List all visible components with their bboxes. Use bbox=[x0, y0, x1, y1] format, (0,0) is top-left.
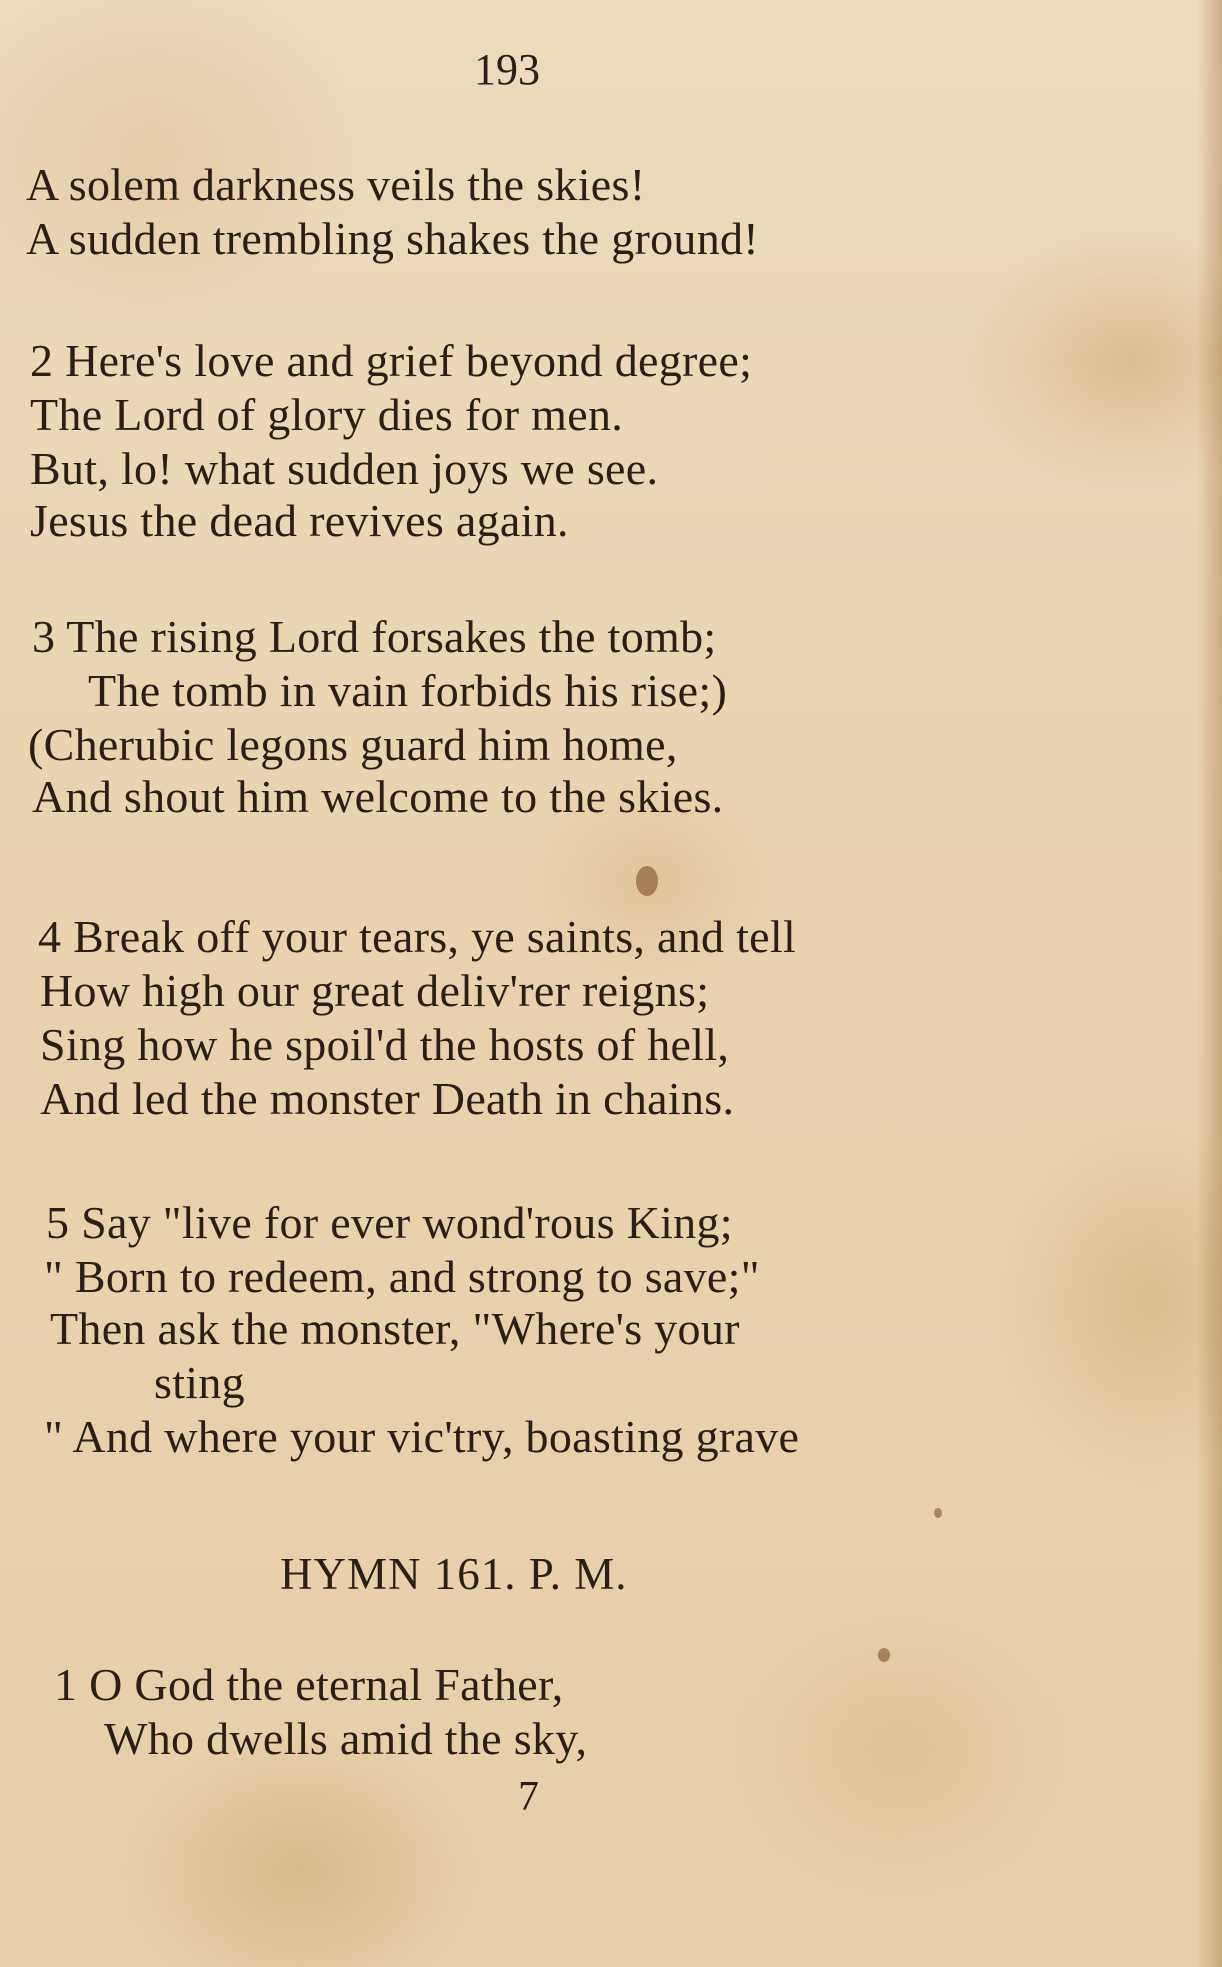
verse-line: sting bbox=[154, 1357, 245, 1408]
page-number: 193 bbox=[474, 45, 540, 94]
verse-line: Jesus the dead revives again. bbox=[30, 495, 569, 546]
verse-line: " And where your vic'try, boasting grave bbox=[44, 1411, 800, 1462]
verse-line: Sing how he spoil'd the hosts of hell, bbox=[40, 1019, 730, 1070]
verse-line: Who dwells amid the sky, bbox=[104, 1713, 588, 1764]
verse-line: (Cherubic legons guard him home, bbox=[28, 719, 678, 770]
verse-line: How high our great deliv'rer reigns; bbox=[40, 965, 710, 1016]
verse-line: 1 O God the eternal Father, bbox=[54, 1659, 564, 1710]
ink-spot bbox=[934, 1508, 942, 1518]
verse-line: The tomb in vain forbids his rise;) bbox=[88, 665, 728, 716]
verse-line: A solem darkness veils the skies! bbox=[26, 159, 646, 210]
verse-line: Then ask the monster, "Where's your bbox=[50, 1303, 740, 1354]
hymn-heading: HYMN 161. P. M. bbox=[280, 1549, 628, 1599]
page-edge-shadow bbox=[1196, 0, 1222, 1967]
verse-line: 4 Break off your tears, ye saints, and tell bbox=[38, 911, 797, 962]
signature-mark: 7 bbox=[518, 1774, 539, 1820]
verse-line: The Lord of glory dies for men. bbox=[30, 389, 624, 440]
ink-spot bbox=[878, 1648, 890, 1662]
verse-line: But, lo! what sudden joys we see. bbox=[30, 443, 659, 494]
verse-line: " Born to redeem, and strong to save;" bbox=[44, 1251, 760, 1302]
verse-line: And shout him welcome to the skies. bbox=[32, 771, 724, 822]
ink-spot bbox=[636, 866, 658, 896]
verse-line: And led the monster Death in chains. bbox=[40, 1073, 735, 1124]
verse-line: 3 The rising Lord forsakes the tomb; bbox=[32, 611, 717, 662]
verse-line: 2 Here's love and grief beyond degree; bbox=[30, 335, 753, 386]
verse-line: A sudden trembling shakes the ground! bbox=[26, 213, 759, 264]
verse-line: 5 Say "live for ever wond'rous King; bbox=[46, 1197, 733, 1248]
